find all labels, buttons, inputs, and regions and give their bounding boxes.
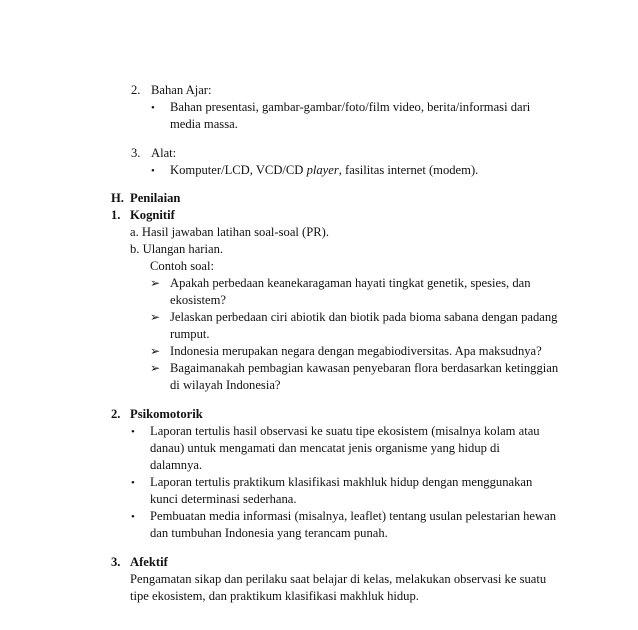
bullet-icon: • [131, 477, 135, 489]
bullet-icon: • [151, 102, 155, 114]
contoh-label: Contoh soal: [150, 259, 215, 273]
question-text: Jelaskan perbedaan ciri abiotik dan biotik pada bioma sabana dengan padang [170, 310, 558, 324]
arrow-bullet-icon: ➢ [150, 276, 161, 290]
question-text: Apakah perbedaan keanekaragaman hayati tingkat genetik, spesies, dan [170, 276, 531, 290]
bullet-icon: • [131, 511, 135, 523]
list-item-text: Bahan presentasi, gambar-gambar/foto/film video, berita/informasi dari [170, 100, 531, 114]
arrow-bullet-icon: ➢ [150, 361, 161, 375]
subsection-number: 2. [111, 407, 121, 421]
list-label: Alat: [151, 146, 177, 160]
list-item-text: Laporan tertulis hasil observasi ke suatu tipe ekosistem (misalnya kolam atau [150, 424, 540, 438]
question-text: di wilayah Indonesia? [170, 378, 281, 392]
paragraph-text: tipe ekosistem, dan praktikum klasifikasi makhluk hidup. [130, 589, 419, 603]
paragraph-text: Pengamatan sikap dan perilaku saat belajar di kelas, melakukan observasi ke suatu [130, 572, 547, 586]
subsection-title: Psikomotorik [130, 407, 203, 421]
question-text: ekosistem? [170, 293, 226, 307]
section-letter: H. [111, 191, 124, 205]
subsection-number: 3. [111, 555, 121, 569]
list-number: 2. [131, 83, 141, 97]
emphasis-text: player [306, 163, 339, 177]
list-item-text: dalamnya. [150, 458, 203, 472]
list-item-text: danau) untuk mengamati dan mencatat jenis organisme yang hidup di [150, 441, 500, 455]
list-item-text: Pembuatan media informasi (misalnya, leaflet) tentang usulan pelestarian hewan [150, 509, 557, 523]
subsection-number: 1. [111, 208, 121, 222]
arrow-bullet-icon: ➢ [150, 344, 161, 358]
subsection-title: Afektif [130, 555, 168, 569]
list-number: 3. [131, 146, 141, 160]
list-item-text: media massa. [170, 117, 238, 131]
bullet-icon: • [131, 426, 135, 438]
list-label: Bahan Ajar: [151, 83, 212, 97]
question-text: Indonesia merupakan negara dengan megabiodiversitas. Apa maksudnya? [170, 344, 542, 358]
question-text: Bagaimanakah pembagian kawasan penyebaran flora berdasarkan ketinggian [170, 361, 559, 375]
list-item-text: kunci determinasi sederhana. [150, 492, 297, 506]
section-title: Penilaian [130, 191, 181, 205]
arrow-bullet-icon: ➢ [150, 310, 161, 324]
bullet-icon: • [151, 165, 155, 177]
list-item-text: Laporan tertulis praktikum klasifikasi makhluk hidup dengan menggunakan [150, 475, 533, 489]
subsection-title: Kognitif [130, 208, 175, 222]
question-text: rumput. [170, 327, 210, 341]
list-item: b. Ulangan harian. [130, 242, 224, 256]
list-item: a. Hasil jawaban latihan soal-soal (PR). [130, 225, 329, 239]
list-item-text: Komputer/LCD, VCD/CD player, fasilitas internet (modem). [170, 163, 479, 177]
list-item-text: dan tumbuhan Indonesia yang terancam punah. [150, 526, 388, 540]
